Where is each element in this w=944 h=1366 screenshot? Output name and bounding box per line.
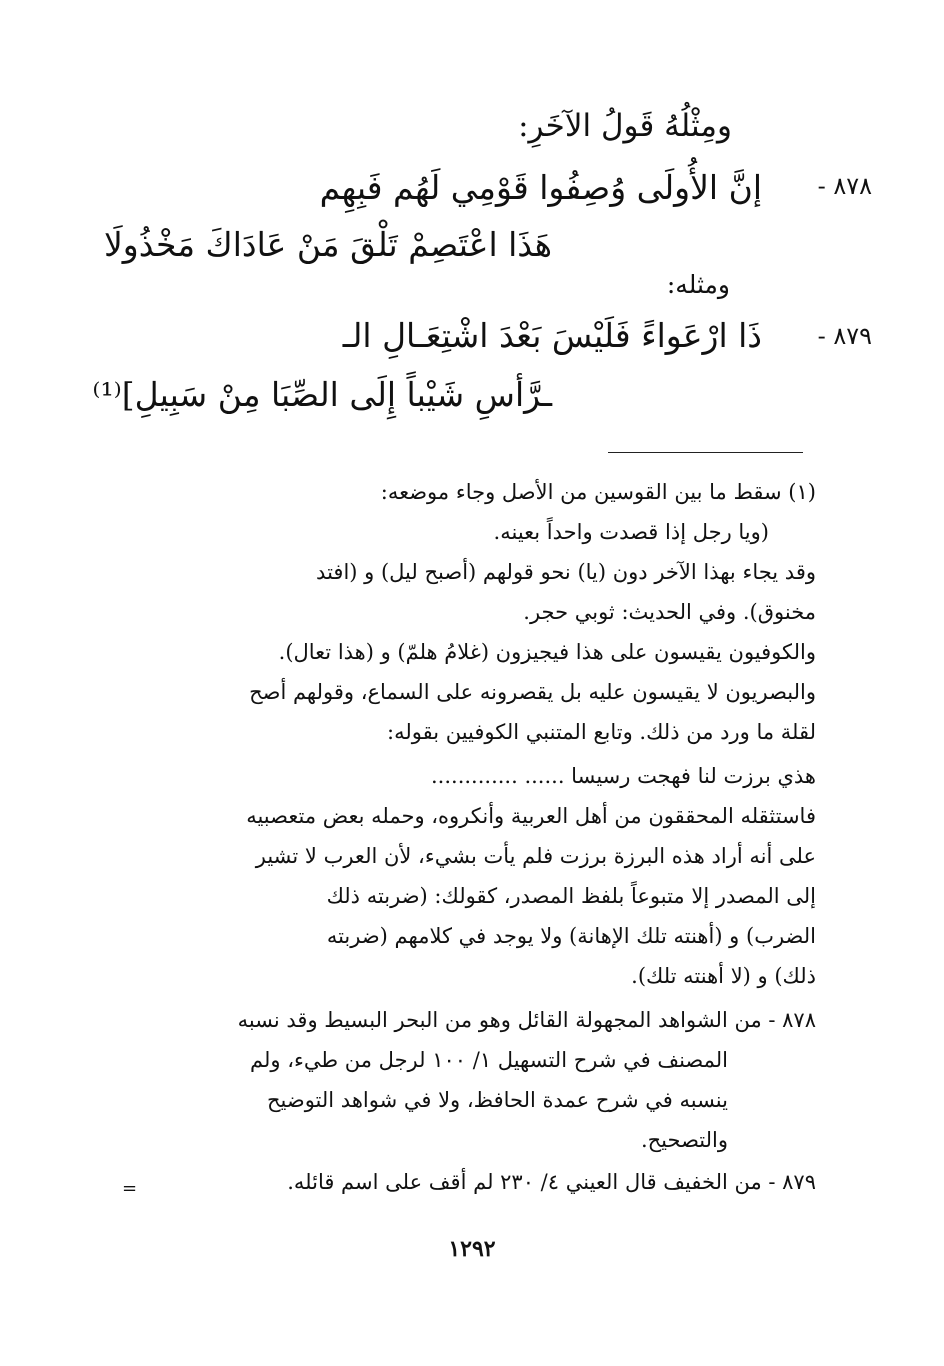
intro-line-2: ومثله: xyxy=(666,270,730,299)
verse-879-line-1: ذَا ارْعَواءً فَلَيْسَ بَعْدَ اشْتِعَـالِ الـ xyxy=(342,316,762,355)
footnote-line: ٨٧٩ - من الخفيف قال العيني ٤/ ٢٣٠ لم أقف على اسم قائله. xyxy=(287,1170,816,1194)
footnote-line: فاستثقله المحققون من أهل العربية وأنكروه، وحمله بعض متعصبيه xyxy=(246,804,816,828)
footnote-line: إلى المصدر إلا متبوعاً بلفظ المصدر، كقولك: (ضربته ذلك xyxy=(326,884,816,908)
footnote-line: وقد يجاء بهذا الآخر دون (يا) نحو قولهم (أصبح ليل) و (افتد xyxy=(316,560,816,584)
footnote-line: (ويا رجل إذا قصدت واحداً بعينه. xyxy=(493,520,769,544)
footnote-line: على أنه أراد هذه البرزة برزت فلم يأت بشيء، لأن العرب لا تشير xyxy=(255,844,816,868)
intro-line: ومِثْلُهُ قَولُ الآخَرِ: xyxy=(518,108,732,144)
footnote-line: والتصحيح. xyxy=(640,1128,728,1152)
footnote-line: والكوفيون يقيسون على هذا فيجيزون (غلامُ هلمّ) و (هذا تعال). xyxy=(278,640,816,664)
footnote-line: هذي برزت لنا فهجت رسيسا ...... ............. xyxy=(431,764,816,788)
end-mark: = xyxy=(122,1178,138,1199)
footnote-line: لقلة ما ورد من ذلك. وتابع المتنبي الكوفيين بقوله: xyxy=(387,720,816,744)
verse-number-878: ٨٧٨ - xyxy=(817,172,872,200)
footnote-line: والبصريون لا يقيسون عليه بل يقصرونه على السماع، وقولهم أصح xyxy=(249,680,816,704)
verse-number-879: ٨٧٩ - xyxy=(817,322,872,350)
footnote-line: ذلك) و (لا أهنته تلك). xyxy=(631,964,816,988)
verse-878-line-2: هَذَا اعْتَصِمْ تَلْقَ مَنْ عَادَاكَ مَخْذُولَا xyxy=(103,225,552,264)
verse-878-line-1: إنَّ الأُولَى وُصِفُوا قَوْمِي لَهُم فَبِهِم xyxy=(319,168,762,207)
footnote-line: الضرب) و (أهنته تلك الإهانة) ولا يوجد في كلامهم (ضربته xyxy=(326,924,816,948)
footnote-divider xyxy=(608,452,803,453)
footnote-line: ينسبه في شرح عمدة الحافظ، ولا في شواهد التوضيح xyxy=(266,1088,728,1112)
page-number: ١٢٩٢ xyxy=(448,1236,496,1262)
footnote-line: مخنوق). وفي الحديث: ثوبي حجر. xyxy=(523,600,816,624)
footnote-line: ٨٧٨ - من الشواهد المجهولة القائل وهو من البحر البسيط وقد نسبه xyxy=(237,1008,816,1032)
footnote-line: المصنف في شرح التسهيل ١/ ١٠٠ لرجل من طيء، ولم xyxy=(250,1048,728,1072)
verse-879-line-2: ـرَّأسِ شَيْباً إِلَى الصِّبَا مِنْ سَبِيلِ]⁽¹⁾ xyxy=(92,375,552,414)
footnote-line: (١) سقط ما بين القوسين من الأصل وجاء موضعه: xyxy=(380,480,816,504)
